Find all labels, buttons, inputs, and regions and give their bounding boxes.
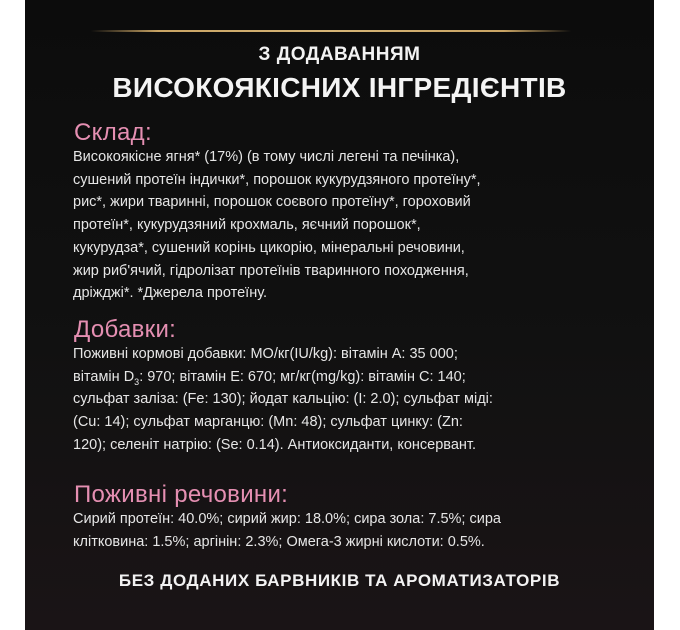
gold-divider (91, 30, 571, 32)
additives-title: Добавки: (74, 316, 177, 343)
additives-line: 120); селеніт натрію: (Se: 0.14). Антиоксиданти, консервант. (73, 436, 476, 453)
footer-claim: БЕЗ ДОДАНИХ БАРВНИКІВ ТА АРОМАТИЗАТОРІВ (118, 571, 561, 590)
composition-line: кукурудза*, сушений корінь цикорію, мінеральні речовини, (73, 239, 465, 256)
ingredients-panel (25, 0, 654, 630)
additives-line (73, 366, 633, 389)
composition-line: рис*, жири тваринні, порошок соєвого протеїну*, гороховий (73, 194, 471, 211)
nutrients-line: клітковина: 1.5%; аргінін: 2.3%; Омега-3 жирні кислоти: 0.5%. (73, 533, 485, 550)
nutrients-text (73, 508, 633, 553)
nutrients-title: Поживні речовини: (74, 481, 289, 508)
additives-line: сульфат заліза: (Fe: 130); йодат кальцію: (I: 2.0); сульфат міді: (73, 391, 493, 408)
header-subtitle: З ДОДАВАННЯМ (258, 44, 421, 65)
additives-line: Поживні кормові добавки: МО/кг(IU/kg): вітамін А: 35 000; (73, 346, 458, 362)
composition-line: протеїн*, кукурудзяний крохмаль, яєчний порошок*, (73, 217, 421, 234)
composition-line: дріжджі*. *Джерела протеїну. (73, 285, 268, 302)
composition-line: сушений протеїн індички*, порошок кукурудзяного протеїну*, (73, 171, 481, 188)
header-title: ВИСОКОЯКІСНИХ ІНГРЕДІЄНТІВ (112, 72, 567, 103)
additives-text (73, 343, 633, 457)
composition-line: жир риб'ячий, гідролізат протеїнів тваринного походження, (73, 262, 469, 279)
composition-title: Склад: (74, 119, 152, 146)
additives-line-part: : 970; вітамін Е: 670; мг/кг(mg/kg): вітамін С: 140; (139, 368, 466, 385)
composition-text (73, 146, 633, 305)
nutrients-line: Сирий протеїн: 40.0%; сирий жир: 18.0%; сира зола: 7.5%; сира (73, 511, 501, 527)
additives-line: (Cu: 14); сульфат марганцю: (Mn: 48); сульфат цинку: (Zn: (73, 414, 463, 431)
subscript-3: 3 (134, 376, 140, 387)
additives-line-part: вітамін D (73, 368, 135, 385)
composition-line: Високоякісне ягня* (17%) (в тому числі легені та печінка), (73, 149, 460, 165)
